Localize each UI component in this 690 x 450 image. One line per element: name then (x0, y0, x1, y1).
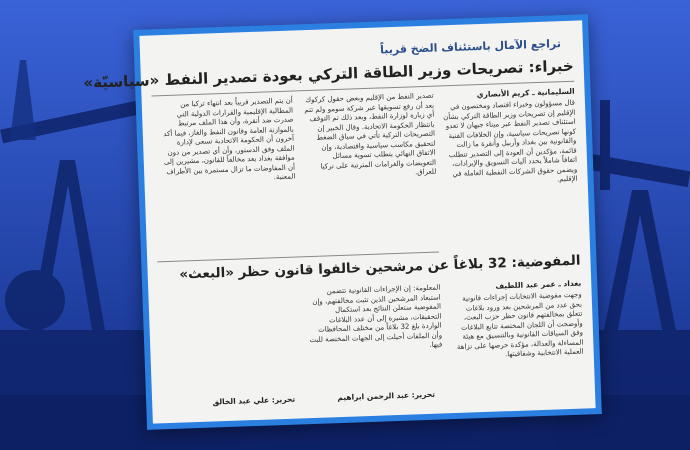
article-headline (83, 56, 574, 92)
article-kicker: تراجع الآمال باستئناف الضخ قريباً (379, 37, 562, 57)
newspaper-page (83, 20, 595, 423)
article-byline: السليمانية ـ كريم الأنصاري (476, 86, 575, 100)
newspaper-clipping (83, 14, 602, 430)
sub-article-author: تحرير: عبد الرحمن ابراهيم (337, 389, 436, 403)
sub-article-column-right (447, 279, 584, 362)
article-text: تصدير النفط من الإقليم وبعض حقول كركوك بعد أن رفع تسويقها عبر شركة سومو ولم تتم أي زيارة لوزارة النفط، وبعد ذلك تم التوقف بانتظار الحكومة الاتحادية. وقال الخبير إن التصريحات التركية تأتي في سياق الضغط لتحقيق مكاسب سياسية واقتصادية، وإن الاتفاق النهائي يتطلب تسوية مسائل التعويضات والغرامات المترتبة على تركيا للعراق. (304, 91, 437, 177)
subhead-text: 32 بلاغاً عن مرشحين خالفوا قانون حظر «البعث» (179, 255, 508, 283)
article-text: قال مسؤولون وخبراء اقتصاد ومختصون في الإقليم إن تصريحات وزير الطاقة التركي بشأن استئناف تصدير النفط عبر ميناء جيهان لا تعدو كونها تصريحات سياسية، وإن الخلافات الفنية والقانونية بين بغداد وأربيل وأنقرة ما زالت قائمة، مؤكدين أن العودة إلى التصدير تتطلب اتفاقاً شاملاً يحدد آليات التسويق والإيرادات، ويضمن حقوق الشركات النفطية العاملة في الإقليم. (443, 98, 578, 184)
article-text: أن يتم التصدير قريباً بعد انتهاء تركيا من المطالبة الإقليمية والقرارات الدولية التي صدرت ضد أنقرة، وأن هذا الملف مرتبط بالموازنة العامة وقانون النفط والغاز، فيما أكد آخرون أن الحكومة الاتحادية تسعى لإدارة الملف وفق الدستور، وأن أي تصدير من دون موافقة بغداد يعد مخالفاً للقانون، مشيرين إلى أن المفاوضات ما تزال مستمرة بين الأطراف المعنية. (163, 96, 296, 182)
article-column-left (159, 97, 296, 187)
headline-label: خبراء: (528, 56, 574, 77)
sub-article-column-middle (306, 284, 442, 355)
sub-article-text: المعلومة: إن الإجراءات القانونية تتضمن استبعاد المرشحين الذين تثبت مخالفتهم، وإن المفوضية ستعلن النتائج بعد استكمال التحقيقات، مشيرة إلى أن عدد البلاغات الواردة بلغ 32 بلاغاً من مختلف المحافظات وأن الملفات أحيلت إلى الجهات المختصة للبت فيها. (309, 283, 443, 349)
article-column-right (440, 87, 577, 189)
sub-article-byline: بغداد ـ عمر عبد اللطيف (495, 278, 582, 291)
article-author: تحرير: علي عبد الخالق (212, 394, 296, 407)
sub-article-headline (157, 253, 580, 284)
headline-text: تصريحات وزير الطاقة التركي بعودة تصدير النفط «سياسيّة» (83, 58, 524, 92)
sub-article-text: وجهت مفوضية الانتخابات إجراءات قانونية بحق عدد من المرشحين بعد ورود بلاغات تتعلق بمخالفتهم قانون حظر حزب البعث، وأوضحت أن اللجان المختصة تتابع البلاغات وفق السياقات القانونية وبالتنسيق مع هيئة المساءلة والعدالة، مؤكدة حرصها على نزاهة العملية الانتخابية وشفافيتها. (456, 290, 584, 359)
subhead-label: المفوضية: (511, 252, 581, 271)
article-column-middle (300, 92, 437, 182)
